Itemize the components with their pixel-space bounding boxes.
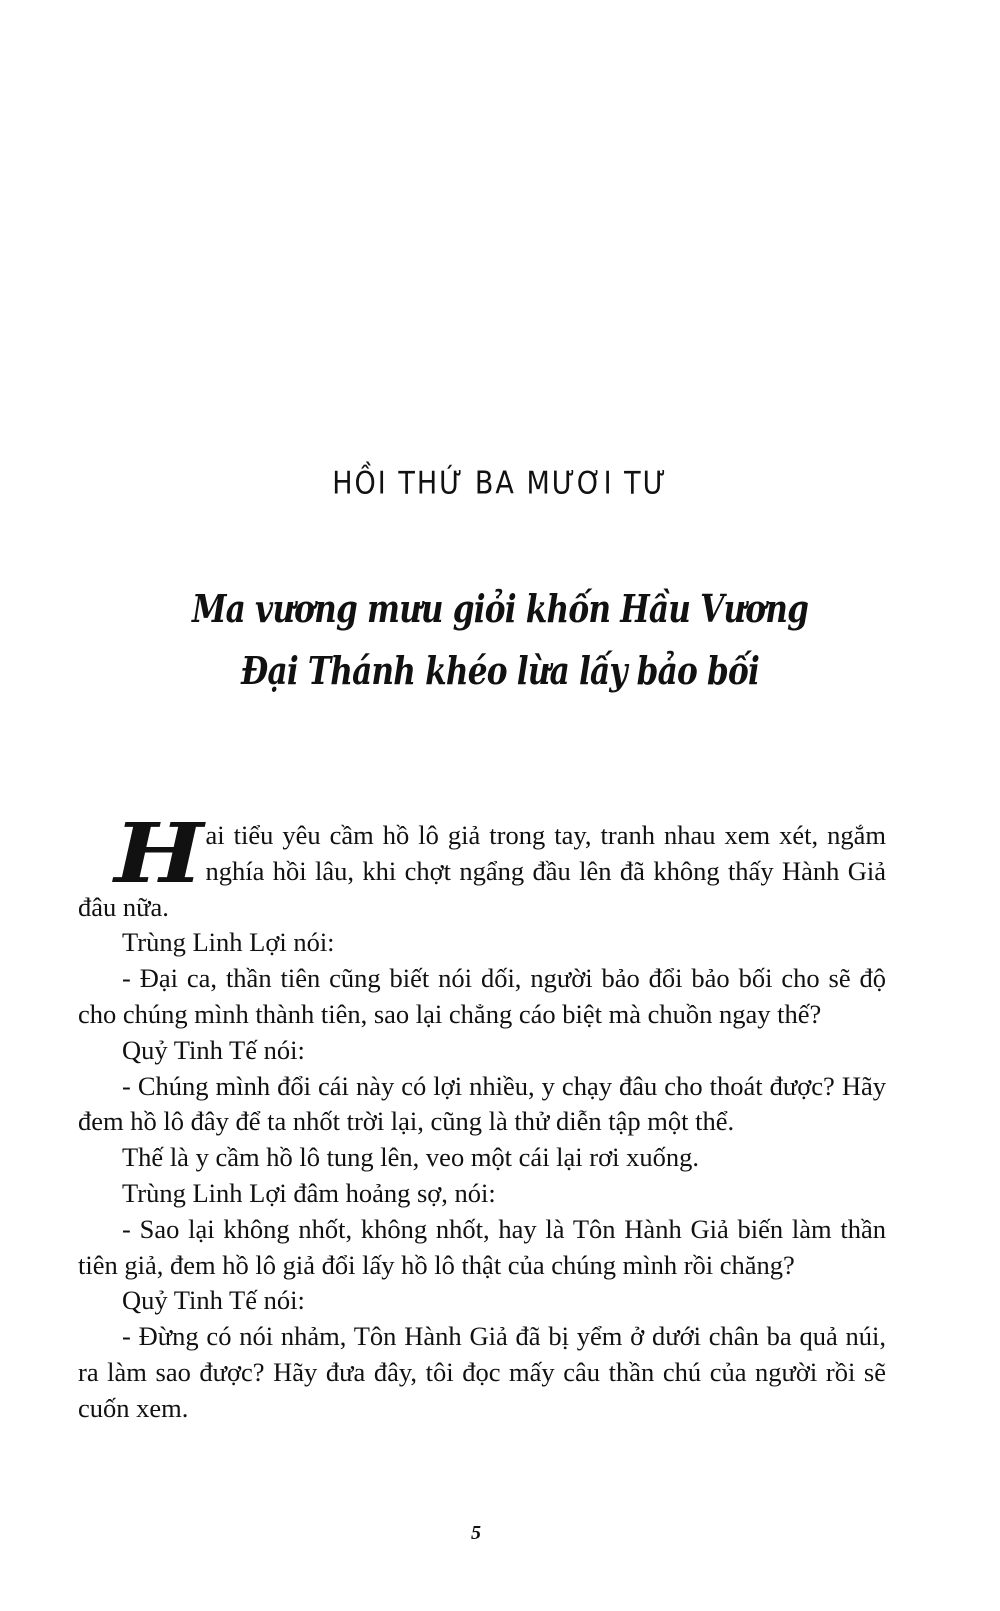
chapter-number: HỒI THỨ BA MƯƠI TƯ [332,465,668,502]
paragraph-5: - Chúng mình đổi cái này có lợi nhiều, y chạy đâu cho thoát được? Hãy đem hồ lô đây để ta nhốt trời lại, cũng là thử diễn tập một thể. [78,1070,886,1137]
drop-cap: H [114,806,204,902]
chapter-title [0,578,1000,702]
paragraph-6: Thế là y cầm hồ lô tung lên, veo một cái lại rơi xuống. [122,1142,699,1173]
page-number: 5 [471,1522,481,1544]
paragraph-10: - Đừng có nói nhảm, Tôn Hành Giả đã bị yểm ở dưới chân ba quả núi, ra làm sao được? Hãy đưa đây, tôi đọc mấy câu thần chú của người rồi sẽ cuốn xem. [78,1321,886,1423]
paragraph-1 [78,806,886,925]
paragraph-2: Trùng Linh Lợi nói: [122,927,335,958]
paragraph-7: Trùng Linh Lợi đâm hoảng sợ, nói: [122,1177,496,1208]
paragraph-4: Quỷ Tinh Tế nói: [122,1034,305,1065]
body-text [78,806,886,1427]
paragraph-8: - Sao lại không nhốt, không nhốt, hay là Tôn Hành Giả biến làm thần tiên giả, đem hồ lô giả đổi lấy hồ lô thật của chúng mình rồi chăng? [78,1213,886,1280]
paragraph-1-text: ai tiểu yêu cầm hồ lô giả trong tay, tranh nhau xem xét, ngắm nghía hồi lâu, khi chợt ngẩng đầu lên đã không thấy Hành Giả đâu nữa. [78,820,886,922]
paragraph-3: - Đại ca, thần tiên cũng biết nói dối, người bảo đổi bảo bối cho sẽ độ cho chúng mình thành tiên, sao lại chẳng cáo biệt mà chuồn ngay thế? [78,963,886,1029]
chapter-title-line-1: Ma vương mưu giỏi khốn Hầu Vương [191,586,809,631]
chapter-title-line-2: Đại Thánh khéo lừa lấy bảo bối [241,648,759,693]
paragraph-9: Quỷ Tinh Tế nói: [122,1285,305,1316]
